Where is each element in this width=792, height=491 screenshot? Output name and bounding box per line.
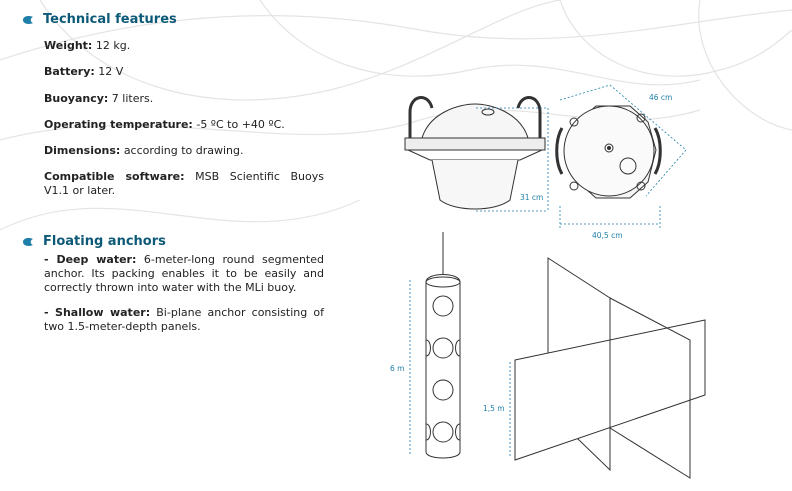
spec-dimensions-label: Dimensions: bbox=[44, 144, 121, 157]
anchor-deep-label: - Deep water: bbox=[44, 253, 137, 266]
spec-software-label: Compatible software: bbox=[44, 170, 185, 183]
spec-temperature-label: Operating temperature: bbox=[44, 118, 193, 131]
spec-software-value: MSB Scientific Buoys V1.1 or later. bbox=[44, 170, 324, 197]
dimension-1-5m-label: 1,5 m bbox=[483, 404, 505, 413]
dimension-46cm-label: 46 cm bbox=[649, 93, 673, 102]
anchor-shallow-label: - Shallow water: bbox=[44, 306, 151, 319]
technical-features-title: Technical features bbox=[43, 12, 177, 27]
spec-battery-value: 12 V bbox=[98, 65, 124, 78]
spec-weight-label: Weight: bbox=[44, 39, 93, 52]
dimension-6m-label: 6 m bbox=[390, 364, 405, 373]
spec-battery-label: Battery: bbox=[44, 65, 95, 78]
dimension-40-5cm-label: 40,5 cm bbox=[592, 231, 623, 240]
anchor-deep-text: 6-meter-long round segmented anchor. Its packing enables it to be easily and correctly thrown into water with the MLi buoy. bbox=[44, 253, 324, 294]
biplane-anchor bbox=[515, 258, 705, 478]
anchor-shallow-text: Bi-plane anchor consisting of two 1.5-meter-depth panels. bbox=[44, 306, 324, 333]
segmented-anchor bbox=[426, 232, 460, 458]
spec-weight-value: 12 kg. bbox=[95, 39, 131, 52]
dimension-31cm-label: 31 cm bbox=[520, 193, 544, 202]
spec-temperature-value: -5 ºC to +40 ºC. bbox=[196, 118, 285, 131]
spec-dimensions-value: according to drawing. bbox=[123, 144, 244, 157]
buoy-top-view bbox=[557, 106, 661, 198]
floating-anchors-title: Floating anchors bbox=[43, 234, 166, 249]
spec-buoyancy-label: Buoyancy: bbox=[44, 92, 109, 105]
spec-buoyancy-value: 7 liters. bbox=[111, 92, 154, 105]
